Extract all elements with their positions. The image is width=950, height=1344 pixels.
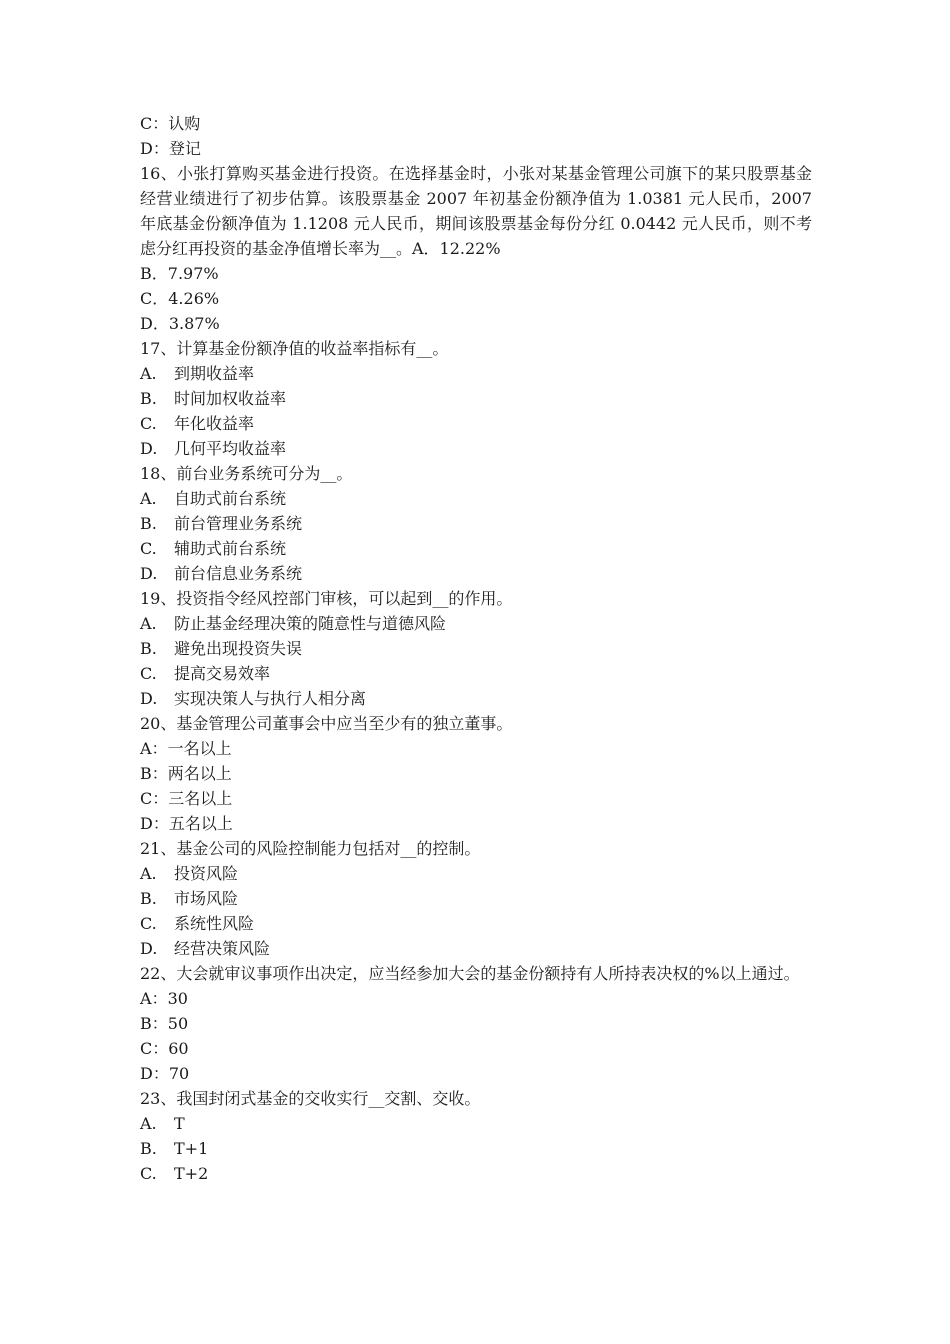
answer-option xyxy=(140,1161,812,1186)
option-letter: B. xyxy=(140,1139,157,1158)
option-letter: C： xyxy=(140,1039,169,1058)
option-letter: B. xyxy=(140,639,157,658)
option-letter: A. xyxy=(140,489,157,508)
answer-option xyxy=(140,536,812,561)
option-letter: B. xyxy=(140,389,157,408)
answer-option xyxy=(140,1061,812,1086)
answer-option xyxy=(140,861,812,886)
option-text: 防止基金经理决策的随意性与道德风险 xyxy=(174,614,447,633)
option-text: 50 xyxy=(167,1014,189,1033)
answer-option xyxy=(140,261,812,286)
option-text: 4.26% xyxy=(168,289,220,308)
answer-option xyxy=(140,811,812,836)
question-text: 20、基金管理公司董事会中应当至少有的独立董事。 xyxy=(140,714,513,733)
answer-option xyxy=(140,286,812,311)
option-text: 五名以上 xyxy=(168,814,233,833)
option-text: T+1 xyxy=(174,1139,209,1158)
answer-option xyxy=(140,361,812,386)
answer-option xyxy=(140,736,812,761)
option-letter: C. xyxy=(140,914,157,933)
option-letter: C. xyxy=(140,664,157,683)
question-text: 19、投资指令经风控部门审核，可以起到__的作用。 xyxy=(140,589,513,608)
option-text: 自助式前台系统 xyxy=(174,489,287,508)
question-text: 18、前台业务系统可分为__。 xyxy=(140,464,353,483)
option-text: 前台管理业务系统 xyxy=(174,514,303,533)
option-text: 年化收益率 xyxy=(174,414,255,433)
answer-option xyxy=(140,436,812,461)
answer-option xyxy=(140,411,812,436)
option-text: 辅助式前台系统 xyxy=(174,539,287,558)
option-text: 提高交易效率 xyxy=(174,664,271,683)
option-letter: C. xyxy=(140,414,157,433)
answer-option xyxy=(140,786,812,811)
answer-option xyxy=(140,511,812,536)
answer-option xyxy=(140,386,812,411)
answer-option xyxy=(140,636,812,661)
option-text: 70 xyxy=(168,1064,190,1083)
option-text: 登记 xyxy=(168,139,201,158)
answer-option xyxy=(140,1011,812,1036)
option-letter: B． xyxy=(140,264,168,283)
option-letter: D. xyxy=(140,564,158,583)
question-text: 23、我国封闭式基金的交收实行__交割、交收。 xyxy=(140,1089,481,1108)
option-text: 7.97% xyxy=(167,264,219,283)
option-text: 几何平均收益率 xyxy=(174,439,287,458)
question-text: 21、基金公司的风险控制能力包括对__的控制。 xyxy=(140,839,481,858)
question-text: 16、小张打算购买基金进行投资。在选择基金时，小张对某基金管理公司旗下的某只股票基金经营业绩进行了初步估算。该股票基金 2007 年初基金份额净值为 1.0381 元人民币，2007 年底基金份额净值为 1.1208 元人民币，期间该股票基金每份分红 0.0442 元人民币，则不考虑分红再投资的基金净值增长率为__。A．12.22% xyxy=(140,164,812,258)
option-letter: B. xyxy=(140,514,157,533)
answer-option xyxy=(140,686,812,711)
option-letter: D. xyxy=(140,939,158,958)
option-text: 认购 xyxy=(168,114,201,133)
option-letter: B： xyxy=(140,764,168,783)
option-letter: D： xyxy=(140,1064,169,1083)
option-text: 一名以上 xyxy=(167,739,232,758)
option-text: 系统性风险 xyxy=(174,914,255,933)
option-text: T+2 xyxy=(174,1164,209,1183)
option-letter: D： xyxy=(140,814,169,833)
answer-option xyxy=(140,136,812,161)
option-text: T xyxy=(174,1114,185,1133)
option-text: 三名以上 xyxy=(168,789,233,808)
option-text: 前台信息业务系统 xyxy=(174,564,303,583)
option-letter: C： xyxy=(140,114,169,133)
option-letter: B. xyxy=(140,889,157,908)
answer-option xyxy=(140,761,812,786)
option-text: 30 xyxy=(167,989,188,1008)
option-letter: B： xyxy=(140,1014,168,1033)
answer-option xyxy=(140,611,812,636)
document-body xyxy=(140,111,812,1186)
answer-option xyxy=(140,911,812,936)
option-text: 实现决策人与执行人相分离 xyxy=(174,689,367,708)
option-text: 60 xyxy=(168,1039,189,1058)
option-letter: D. xyxy=(140,689,158,708)
answer-option xyxy=(140,936,812,961)
answer-option xyxy=(140,986,812,1011)
option-letter: C： xyxy=(140,789,169,808)
option-letter: D： xyxy=(140,139,169,158)
option-text: 市场风险 xyxy=(174,889,239,908)
answer-option xyxy=(140,1036,812,1061)
option-letter: A： xyxy=(140,739,168,758)
option-letter: C． xyxy=(140,289,169,308)
option-text: 到期收益率 xyxy=(174,364,255,383)
question-text: 22、大会就审议事项作出决定，应当经参加大会的基金份额持有人所持表决权的%以上通过。 xyxy=(140,964,800,983)
answer-option xyxy=(140,111,812,136)
option-text: 时间加权收益率 xyxy=(174,389,287,408)
option-letter: A. xyxy=(140,864,157,883)
question-text: 17、计算基金份额净值的收益率指标有__。 xyxy=(140,339,449,358)
answer-option xyxy=(140,486,812,511)
option-text: 投资风险 xyxy=(174,864,239,883)
option-letter: C. xyxy=(140,539,157,558)
option-letter: D. xyxy=(140,439,158,458)
option-letter: A： xyxy=(140,989,168,1008)
answer-option xyxy=(140,311,812,336)
option-text: 经营决策风险 xyxy=(174,939,271,958)
answer-option xyxy=(140,661,812,686)
option-letter: C. xyxy=(140,1164,157,1183)
answer-option xyxy=(140,1111,812,1136)
option-text: 两名以上 xyxy=(167,764,232,783)
option-letter: D． xyxy=(140,314,169,333)
option-text: 避免出现投资失误 xyxy=(174,639,303,658)
answer-option xyxy=(140,561,812,586)
option-text: 3.87% xyxy=(168,314,220,333)
answer-option xyxy=(140,886,812,911)
answer-option xyxy=(140,1136,812,1161)
option-letter: A. xyxy=(140,364,157,383)
option-letter: A. xyxy=(140,614,157,633)
option-letter: A. xyxy=(140,1114,157,1133)
